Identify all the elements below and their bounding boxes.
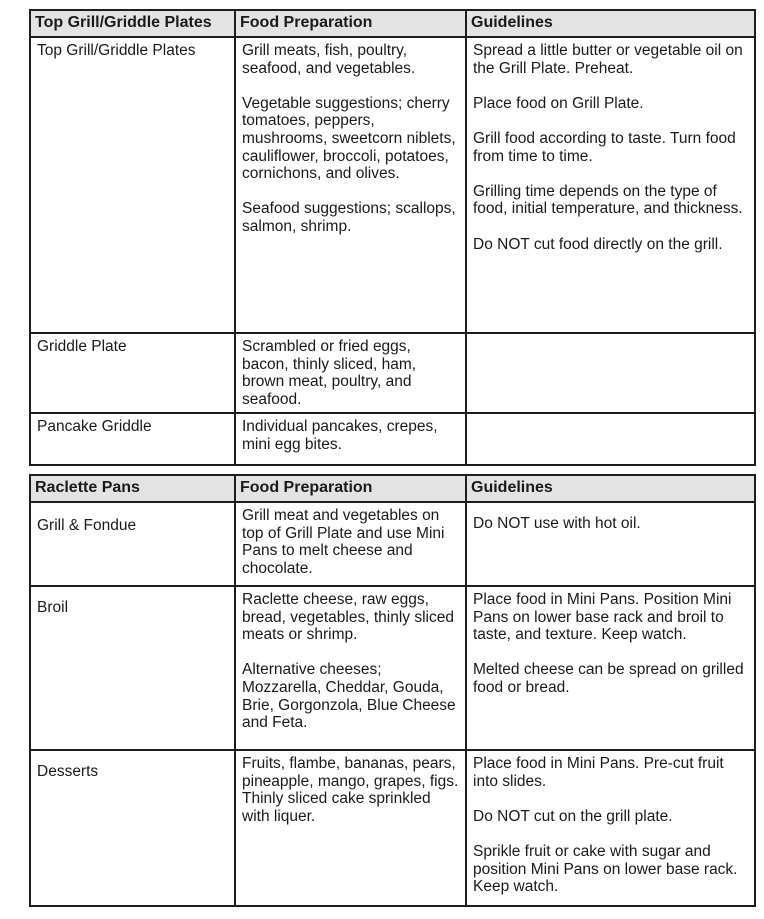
prep-text: Grill meats, fish, poultry, seafood, and vegetables. bbox=[242, 42, 416, 77]
row-label: Desserts bbox=[30, 750, 235, 906]
grill-plates-table bbox=[29, 9, 756, 466]
food-preparation-cell bbox=[235, 413, 466, 465]
guideline-text: Grill food according to taste. Turn food from time to time. bbox=[473, 129, 736, 165]
guidelines-cell bbox=[466, 750, 755, 906]
prep-text: Grill meat and vegetables on top of Grill Plate and use Mini Pans to melt cheese and chocolate. bbox=[242, 507, 445, 577]
raclette-pans-table bbox=[29, 474, 756, 907]
table-row bbox=[30, 502, 755, 586]
food-preparation-cell bbox=[235, 37, 466, 333]
table-row bbox=[30, 37, 755, 333]
food-preparation-cell bbox=[235, 333, 466, 413]
guideline-text: Sprikle fruit or cake with sugar and position Mini Pans on lower base rack. Keep watch. bbox=[473, 842, 738, 896]
guidelines-cell bbox=[466, 502, 755, 586]
prep-text: Individual pancakes, crepes, mini egg bites. bbox=[242, 418, 438, 453]
guideline-text: Place food in Mini Pans. Pre-cut fruit into slides. bbox=[473, 755, 724, 790]
row-label: Pancake Griddle bbox=[30, 413, 235, 465]
guidelines-cell bbox=[466, 37, 755, 333]
prep-text: Seafood suggestions; scallops, salmon, shrimp. bbox=[242, 200, 456, 235]
table-header-row bbox=[30, 10, 755, 37]
guideline-text: Do NOT cut food directly on the grill. bbox=[473, 235, 723, 253]
guideline-text: Place food on Grill Plate. bbox=[473, 94, 644, 112]
table-row bbox=[30, 586, 755, 750]
table-row bbox=[30, 413, 755, 465]
food-preparation-cell bbox=[235, 586, 466, 750]
prep-text: Raclette cheese, raw eggs, bread, vegetables, thinly sliced meats or shrimp. bbox=[242, 591, 454, 644]
guideline-text: Spread a little butter or vegetable oil on the Grill Plate. Preheat. bbox=[473, 42, 743, 77]
row-label: Top Grill/Griddle Plates bbox=[30, 37, 235, 333]
food-preparation-cell bbox=[235, 750, 466, 906]
table-row bbox=[30, 750, 755, 906]
prep-text: Alternative cheeses; Mozzarella, Cheddar, Gouda, Brie, Gorgonzola, Blue Cheese and Feta. bbox=[242, 661, 456, 732]
table-row bbox=[30, 333, 755, 413]
guidelines-cell bbox=[466, 413, 755, 465]
guideline-text: Place food in Mini Pans. Position Mini Pans on lower base rack and broil to taste, and texture. Keep watch. bbox=[473, 591, 732, 644]
row-label: Grill & Fondue bbox=[30, 502, 235, 586]
guidelines-cell bbox=[466, 333, 755, 413]
row-label: Broil bbox=[30, 586, 235, 750]
prep-text: Fruits, flambe, bananas, pears, pineapple, mango, grapes, figs. Thinly sliced cake sprinkled with liquer. bbox=[242, 755, 459, 825]
column-header-food-preparation: Food Preparation bbox=[235, 475, 466, 502]
guideline-text: Do NOT use with hot oil. bbox=[473, 515, 641, 532]
guideline-text: Grilling time depends on the type of food, initial temperature, and thickness. bbox=[473, 182, 743, 218]
column-header-guidelines: Guidelines bbox=[466, 475, 755, 502]
guidelines-cell bbox=[466, 586, 755, 750]
food-preparation-cell bbox=[235, 502, 466, 586]
guideline-text: Do NOT cut on the grill plate. bbox=[473, 807, 673, 825]
column-header-food-preparation: Food Preparation bbox=[235, 10, 466, 37]
column-header-guidelines: Guidelines bbox=[466, 10, 755, 37]
column-header-plate: Top Grill/Griddle Plates bbox=[30, 10, 235, 37]
row-label: Griddle Plate bbox=[30, 333, 235, 413]
prep-text: Scrambled or fried eggs, bacon, thinly sliced, ham, brown meat, poultry, and seafood. bbox=[242, 338, 417, 408]
column-header-pan: Raclette Pans bbox=[30, 475, 235, 502]
prep-text: Vegetable suggestions; cherry tomatoes, peppers, mushrooms, sweetcorn niblets, cauliflower, broccoli, potatoes, cornichons, and olives. bbox=[242, 94, 456, 183]
table-header-row bbox=[30, 475, 755, 502]
guideline-text: Melted cheese can be spread on grilled food or bread. bbox=[473, 661, 744, 696]
